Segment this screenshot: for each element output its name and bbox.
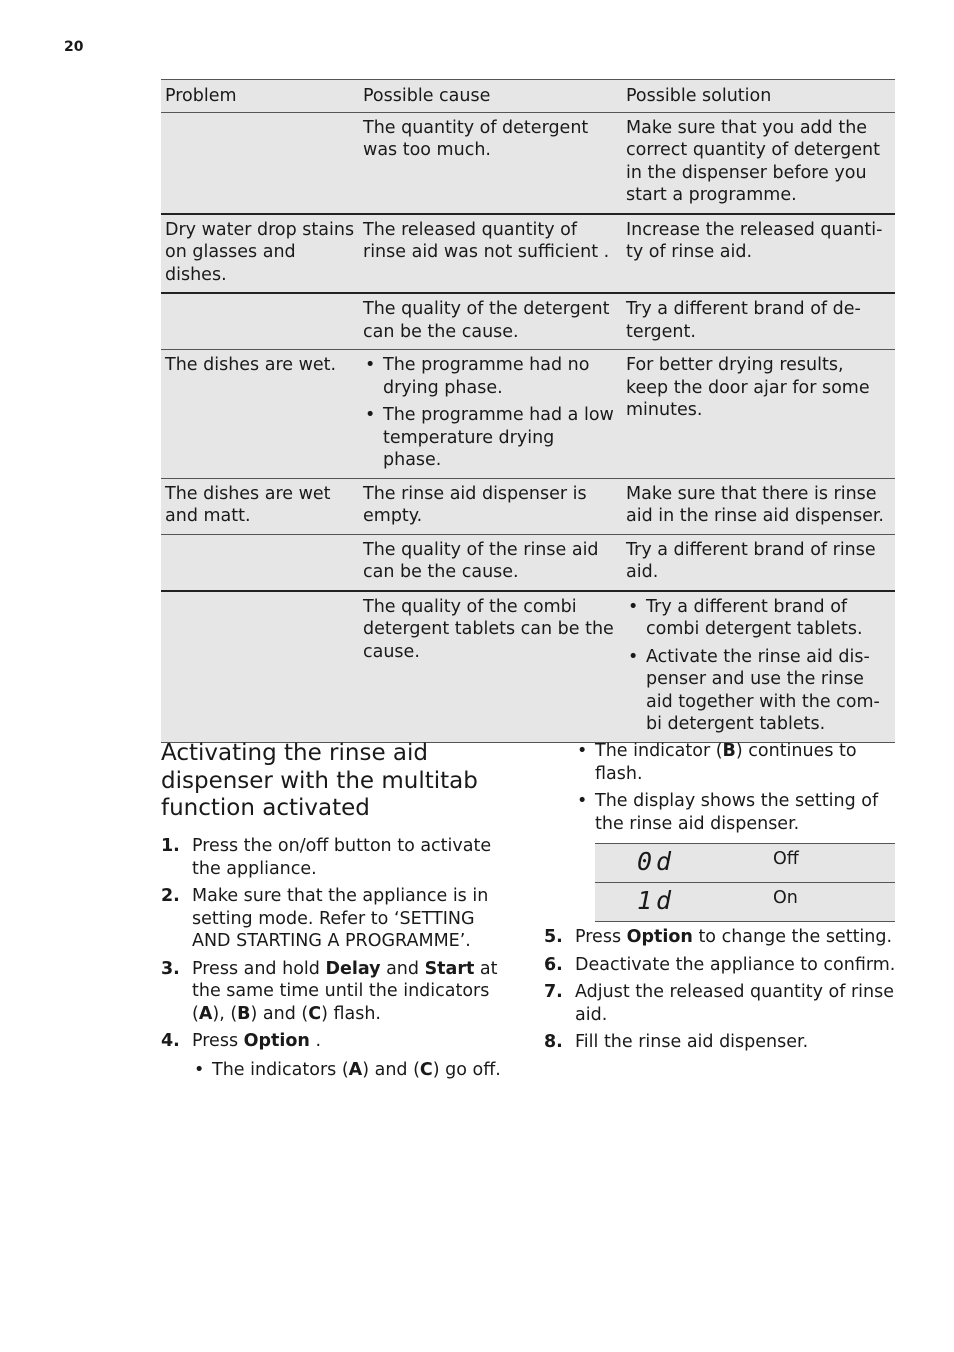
button-name-start: Start (424, 958, 475, 979)
list-item: • The programme had no drying phase. (363, 354, 618, 399)
table-header-row (161, 80, 895, 113)
list-item: • The indicator (B) continues to flash. (575, 740, 895, 785)
step-text: Deactivate the appliance to confirm. (575, 954, 896, 975)
troubleshooting-table (161, 79, 895, 743)
indicator-a: A (198, 1003, 213, 1024)
bullet-list-right (575, 740, 895, 840)
step-number: 8. (544, 1032, 563, 1052)
cause-cell: The quality of the combi detergent tablets can be the cause. (363, 596, 614, 662)
cause-cell: The quality of the detergent can be the cause. (363, 299, 610, 342)
problem-cell: The dishes are wet. (165, 355, 337, 375)
table-row (161, 591, 895, 743)
step-number: 2. (161, 886, 180, 906)
table-row (161, 350, 895, 479)
step-item (544, 1031, 904, 1054)
header-solution: Possible solution (622, 80, 895, 113)
step-item (161, 958, 506, 1026)
table-row (595, 844, 895, 883)
solution-cell: Make sure that you add the correct quantity of detergent in the dispenser before you start a programme. (626, 117, 881, 205)
page-number: 20 (64, 39, 84, 55)
step-text: Press Option to change the setting. (575, 927, 893, 947)
solution-cell (622, 591, 895, 743)
list-item: • Try a different brand of combi detergent tablets. (626, 596, 891, 641)
step-item (161, 885, 506, 953)
step-sub-list (192, 1059, 506, 1082)
problem-cell (161, 112, 359, 214)
table-row (161, 112, 895, 214)
step-number: 5. (544, 927, 563, 947)
table-row (161, 214, 895, 294)
indicator-c: C (308, 1003, 322, 1024)
step-number: 4. (161, 1031, 180, 1051)
section-title: Activating the rinse aid dispenser with the multitab function activated (161, 740, 478, 821)
indicator-c: C (419, 1059, 433, 1080)
table-row (161, 534, 895, 591)
list-item: • The indicators (A) and (C) go off. (192, 1059, 506, 1082)
step-item (544, 981, 904, 1026)
display-code-cell (595, 883, 769, 922)
step-item (544, 926, 904, 949)
button-name-delay: Delay (325, 958, 381, 979)
cause-cell: The released quantity of rinse aid was not sufficient . (363, 219, 610, 262)
indicator-a: A (348, 1059, 363, 1080)
solution-cell: Try a different brand of de-tergent. (626, 299, 861, 342)
step-text: Fill the rinse aid dispenser. (575, 1032, 809, 1052)
list-item: • The display shows the setting of the rinse aid dispenser. (575, 790, 895, 835)
solution-cell: Make sure that there is rinse aid in the rinse aid dispenser. (626, 483, 884, 526)
list-item: • Activate the rinse aid dis-penser and use the rinse aid together with the com-bi detergent tablets. (626, 646, 891, 736)
problem-cell: Dry water drop stains on glasses and dishes. (165, 219, 355, 285)
step-number: 6. (544, 954, 563, 975)
table-row (161, 293, 895, 350)
step-text: Adjust the released quantity of rinse aid. (575, 982, 895, 1025)
step-number: 7. (544, 982, 563, 1002)
solution-cell: Try a different brand of rinse aid. (626, 539, 876, 582)
display-label: On (773, 888, 798, 908)
table-row (161, 478, 895, 534)
cause-cell: The rinse aid dispenser is empty. (363, 483, 587, 526)
solution-cell: Increase the released quanti-ty of rinse aid. (626, 219, 883, 262)
header-problem: Problem (161, 80, 359, 113)
step-text: Press and hold Delay and Start at the same time until the indicators (A), (B) and (C) flash. (192, 958, 498, 1024)
solution-cell: For better drying results, keep the door ajar for some minutes. (626, 355, 870, 420)
display-setting-table (595, 843, 895, 922)
steps-list-left (161, 835, 506, 1086)
cause-bullet-list (363, 354, 618, 472)
button-name-option: Option (243, 1031, 310, 1051)
problem-cell: The dishes are wet and matt. (165, 483, 331, 526)
display-code-cell (595, 844, 769, 883)
indicator-b: B (722, 741, 736, 761)
cause-cell (359, 350, 622, 479)
display-label: Off (773, 849, 799, 869)
steps-list-right (544, 926, 904, 1059)
table-row (595, 883, 895, 922)
indicator-b: B (237, 1003, 251, 1024)
solution-bullet-list (626, 596, 891, 736)
list-item: • The programme had a low temperature drying phase. (363, 404, 618, 472)
display-code: 1d (637, 886, 676, 915)
display-code: 0d (637, 847, 676, 876)
step-text: Press the on/off button to activate the appliance. (192, 836, 492, 879)
step-text: Make sure that the appliance is in setting mode. Refer to ‘SETTING AND STARTING A PROGRAMME’. (192, 886, 489, 951)
step-text: Press Option . (192, 1031, 322, 1051)
header-cause: Possible cause (359, 80, 622, 113)
problem-cell (161, 591, 359, 743)
cause-cell: The quantity of detergent was too much. (363, 117, 589, 160)
step-item (544, 954, 904, 977)
step-item (161, 1030, 506, 1081)
problem-cell (161, 534, 359, 591)
cause-cell: The quality of the rinse aid can be the cause. (363, 539, 599, 582)
step-number: 1. (161, 836, 180, 856)
button-name-option: Option (626, 927, 693, 947)
problem-cell (161, 293, 359, 350)
step-number: 3. (161, 958, 180, 979)
step-item (161, 835, 506, 880)
